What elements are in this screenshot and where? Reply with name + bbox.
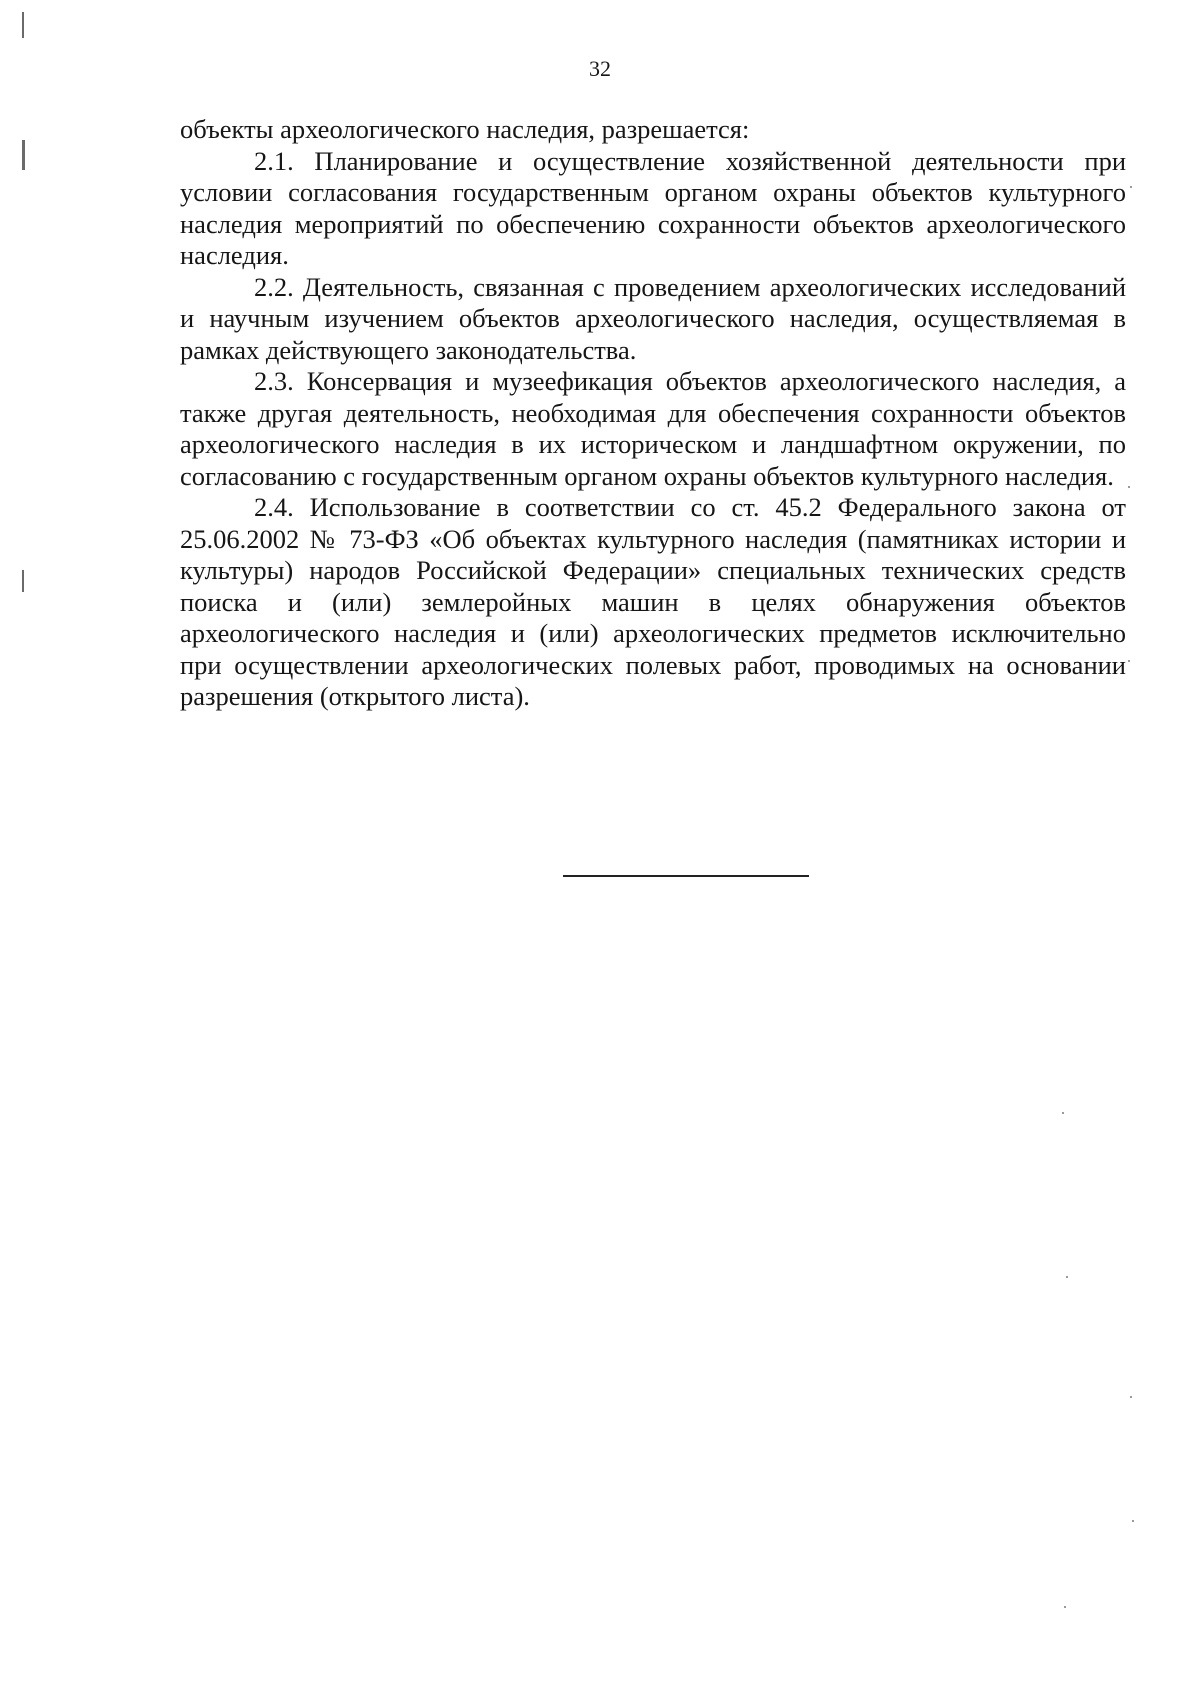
scan-speck [1130, 186, 1132, 188]
paragraph-2-4: 2.4. Использование в соответствии со ст. 45.2 Федерального закона от 25.06.2002 № 73-ФЗ «Об объектах культурного наследия (памятниках истории и культуры) народов Российской Федерации» специальных технических средств поиска и (или) землеройных машин в целях обнаружения объектов археологического наследия и (или) археологических предметов исключительно при осуществлении археологических полевых работ, проводимых на основании разрешения (открытого листа). [180, 492, 1126, 711]
scan-speck [1128, 660, 1130, 662]
scan-binding-mark [22, 12, 24, 38]
scan-speck [1066, 1276, 1068, 1278]
scan-speck [1128, 486, 1130, 488]
scan-speck [1062, 1112, 1064, 1114]
page-number: 32 [589, 56, 611, 81]
body-text [180, 114, 1126, 713]
paragraph-2-3: 2.3. Консервация и музеефикация объектов археологического наследия, а также другая деятельность, необходимая для обеспечения сохранности объектов археологического наследия в их историческом и ландшафтном окружении, по согласованию с государственным органом охраны объектов культурного наследия. [180, 366, 1126, 491]
scan-binding-mark [22, 140, 25, 170]
scan-speck [1132, 1520, 1134, 1522]
paragraph-2-2: 2.2. Деятельность, связанная с проведением археологических исследований и научным изучением объектов археологического наследия, осуществляемая в рамках действующего законодательства. [180, 271, 1126, 365]
lead-line: объекты археологического наследия, разрешается: [180, 114, 750, 144]
end-of-text-rule [563, 875, 809, 877]
scan-speck [1130, 1396, 1132, 1398]
scan-speck [1064, 1606, 1066, 1608]
scan-binding-mark [22, 570, 24, 592]
paragraph-2-1: 2.1. Планирование и осуществление хозяйственной деятельности при условии согласования государственным органом охраны объектов культурного наследия мероприятий по обеспечению сохранности объектов археологического наследия. [180, 145, 1126, 270]
